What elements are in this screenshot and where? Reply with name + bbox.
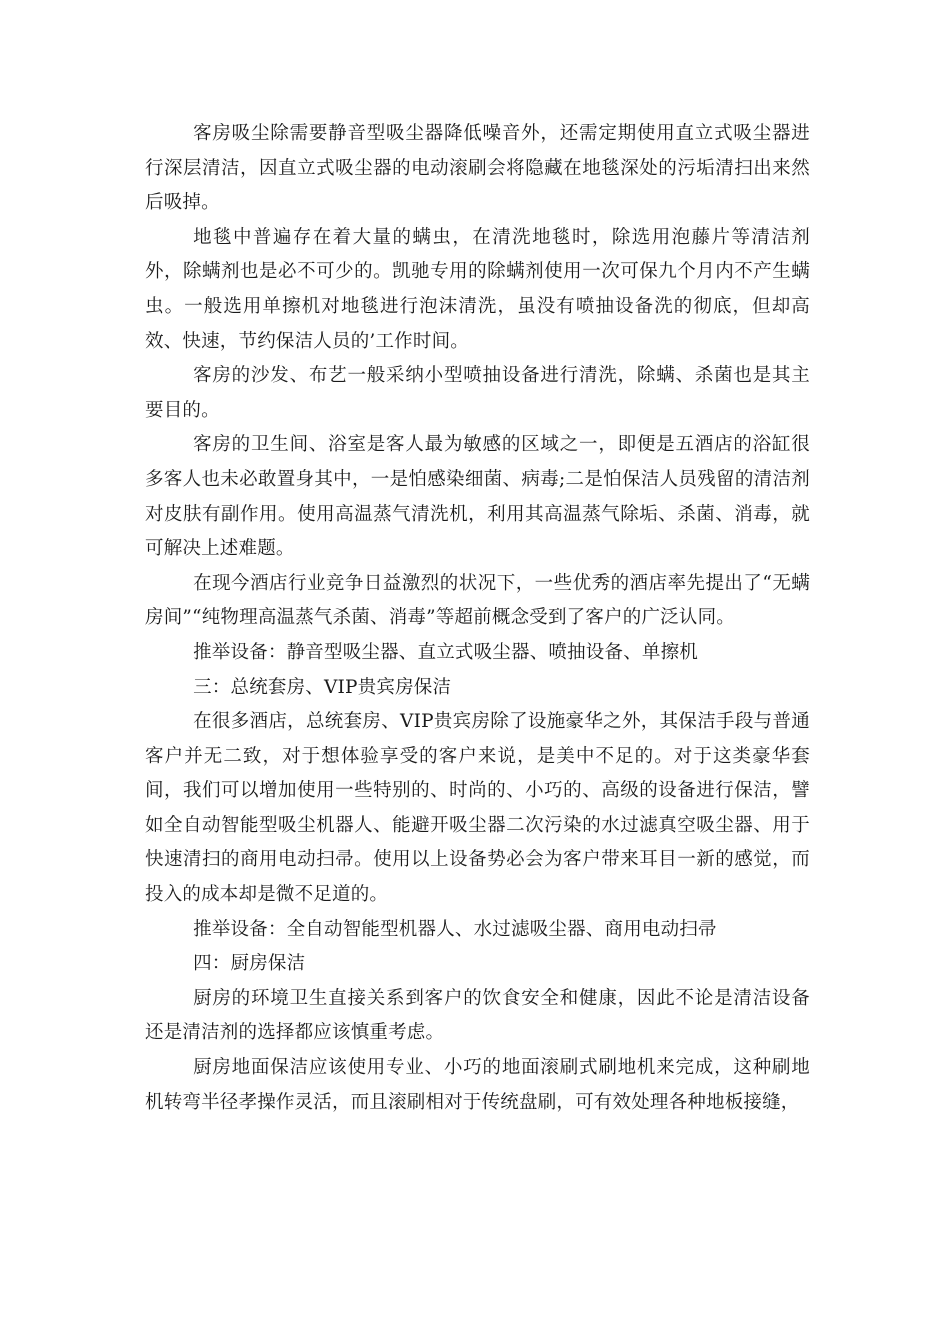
paragraph-bathroom: 客房的卫生间、浴室是客人最为敏感的区域之一，即便是五酒店的浴缸很多客人也未必敢置身其中，一是怕感染细菌、病毒;二是怕保洁人员残留的清洁剂对皮肤有副作用。使用高温蒸气清洗机，利用其高温蒸气除垢、杀菌、消毒，就可解决上述难题。 xyxy=(145,434,810,560)
section-heading-presidential-suite: 三：总统套房、VIP贵宾房保洁 xyxy=(193,676,452,698)
paragraph-vip-rooms: 在很多酒店，总统套房、VIP贵宾房除了设施豪华之外，其保洁手段与普通客户并无二致，对于想体验享受的客户来说，是美中不足的。对于这类豪华套间，我们可以增加使用一些特别的、时尚的、小巧的、高级的设备进行保洁，譬如全自动智能型吸尘机器人、能避开吸尘器二次污染的水过滤真空吸尘器、用于快速清扫的商用电动扫帚。使用以上设备势必会为客户带来耳目一新的感觉，而投入的成本却是微不足道的。 xyxy=(145,711,810,906)
paragraph-kitchen-floor: 厨房地面保洁应该使用专业、小巧的地面滚刷式刷地机来完成，这种刷地机转弯半径孝操作灵活，而且滚刷相对于传统盘刷，可有效处理各种地板接缝， xyxy=(145,1057,810,1113)
paragraph-kitchen-hygiene: 厨房的环境卫生直接关系到客户的饮食安全和健康，因此不论是清洁设备还是清洁剂的选择都应该慎重考虑。 xyxy=(145,987,810,1044)
paragraph-vacuum-cleaning: 客房吸尘除需要静音型吸尘器降低噪音外，还需定期使用直立式吸尘器进行深层清洁，因直立式吸尘器的电动滚刷会将隐藏在地毯深处的污垢清扫出来然后吸掉。 xyxy=(145,123,810,214)
document-body xyxy=(145,117,810,1120)
paragraph-recommended-equipment-1: 推举设备：静音型吸尘器、直立式吸尘器、喷抽设备、单擦机 xyxy=(193,641,698,663)
paragraph-sofa-fabric: 客房的沙发、布艺一般采纳小型喷抽设备进行清洗，除螨、杀菌也是其主要目的。 xyxy=(145,365,810,421)
paragraph-industry-competition: 在现今酒店行业竞争日益激烈的状况下，一些优秀的酒店率先提出了“无螨房间”“纯物理高温蒸气杀菌、消毒”等超前概念受到了客户的广泛认同。 xyxy=(145,572,810,629)
paragraph-recommended-equipment-2: 推举设备：全自动智能型机器人、水过滤吸尘器、商用电动扫帚 xyxy=(193,918,717,940)
paragraph-carpet-mites: 地毯中普遍存在着大量的螨虫，在清洗地毯时，除选用泡藤片等清洁剂外，除螨剂也是必不可少的。凯驰专用的除螨剂使用一次可保九个月内不产生螨虫。一般选用单擦机对地毯进行泡沫清洗，虽没有喷抽设备洗的彻底，但却高效、快速，节约保洁人员的’工作时间。 xyxy=(145,226,810,352)
section-heading-kitchen: 四：厨房保洁 xyxy=(193,953,306,975)
